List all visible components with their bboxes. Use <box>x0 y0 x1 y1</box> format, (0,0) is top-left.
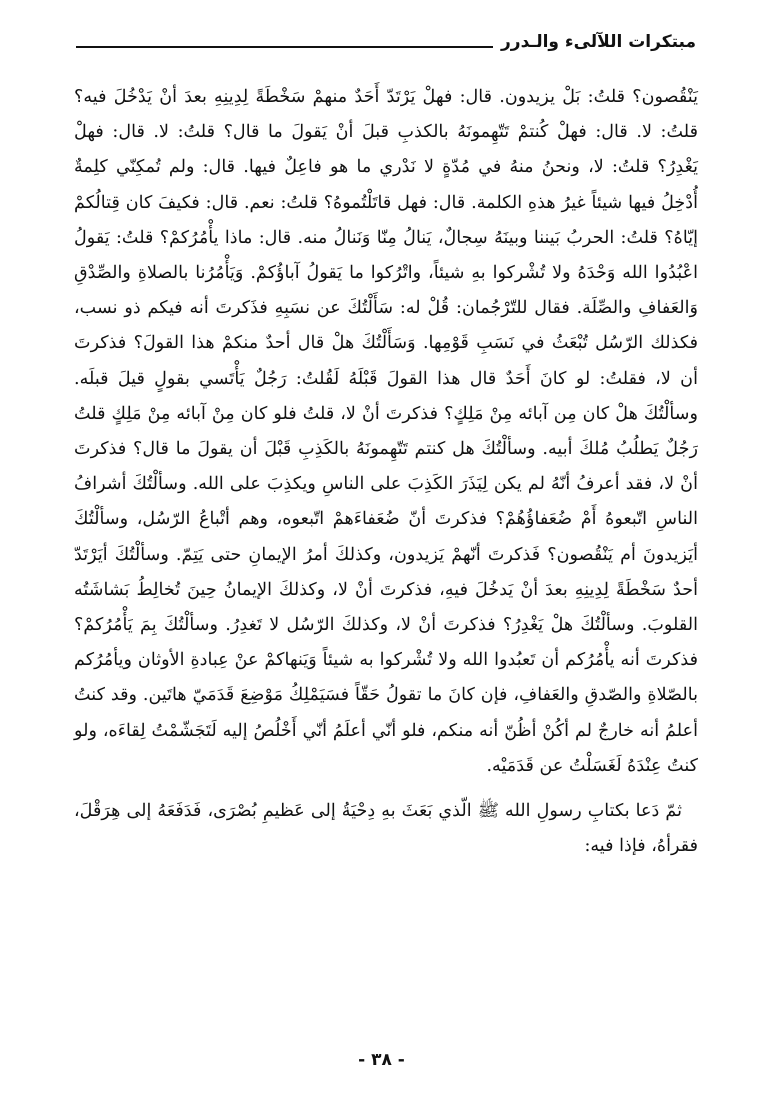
page-number: - ٣٨ - <box>358 1050 405 1070</box>
header-rule <box>76 46 493 48</box>
running-header <box>76 32 696 52</box>
header-title: مبتكرات اللآلىء والـدرر <box>501 32 696 52</box>
page-body <box>74 80 698 864</box>
body-paragraph: يَنْقُصون؟ قلتُ: بَلْ يزيدون. قال: فهلْ يَرْتَدّ أَحَدٌ منهمْ سَخْطَةً لِدِينِهِ بعدَ أنْ يَدْخُلَ فيه؟ قلتُ: لا. قال: فهلْ كُنتمْ تَتّهِمونَهُ بالكذبِ قبلَ أنْ يَقولَ ما قال؟ قلتُ: لا. قال: فهلْ يَغْدِرُ؟ قلتُ: لا، ونحنُ منهُ في مُدّةٍ لا نَدْري ما هو فاعِلٌ فيها. قال: ولم تُمكِنّي كلِمةٌ أُدْخِلُ فيها شيئاً غيرُ هذهِ الكلمة. قال: فهل قاتَلْتُموهُ؟ قلتُ: نعم. قال: فكيفَ كان قِتالُكمْ إيّاهُ؟ قلتُ: الحربُ بَيننا وبينَهُ سِجالٌ، يَنالُ مِنّا وَنَنالُ منه. قال: ماذا يأْمُرُكمْ؟ قلتُ: يَقولُ اعْبُدُوا الله وَحْدَهُ ولا تُشْركوا بهِ شيئاً، واتْرُكوا ما يَقولُ آباؤُكمْ. وَيَأْمُرُنا بالصلاةِ والصِّدْقِ وَالعَفافِ والصِّلَة. فقال للتّرْجُمان: قُلْ له: سَأَلْتُكَ عن نسَبِهِ فذَكرتَ أنه فيكم ذو نسب، فكذلك الرّسُل تُبْعَثُ في نَسَبِ قَوْمِها. وَسَأَلْتُكَ هلْ قال أحدٌ منكمْ هذا القولَ؟ فذكرتَ أن لا، فقلتُ: لو كانَ أَحَدٌ قال هذا القولَ قَبْلَهُ لَقُلتُ: رَجُلٌ يَأْتَسي بقولٍ قيلَ قبلَه. وسألْتُكَ هلْ كان مِن آبائه مِنْ مَلِكٍ؟ فذكرتَ أنْ لا، قلتُ فلو كان مِنْ آبائه مِنْ مَلِكٍ قلتُ رَجُلٌ يَطلُبُ مُلكَ أبيه. وسألْتُكَ هل كنتم تَتّهِمونَهُ بالكَذِبِ قَبْلَ أن يقولَ ما قال؟ فذكرتَ أنْ لا، فقد أعرفُ أنّهُ لم يكن لِيَذَرَ الكَذِبَ على الناسِ ويكذِبَ على الله. وسألْتُكَ أشرافُ الناسِ اتّبعوهُ أَمْ ضُعَفاؤُهُمْ؟ فذكرتَ أنّ ضُعَفاءَهمْ اتّبعوه، وهم أتْباعُ الرّسُل، وسألْتُكَ أيَزيدونَ أم يَنْقُصون؟ فَذكرتَ أنّهمْ يَزيدون، وكذلكَ أمرُ الإيمانِ حتى يَتِمّ. وسألْتُكَ أيَرْتَدّ أحدٌ سَخْطَةً لِدِينِهِ بعدَ أنْ يَدخُلَ فيهِ، فذكرتَ أنْ لا، وكذلكَ الإيمانُ حِينَ تُخالِطُ بَشاشَتُه القلوبَ. وسألْتُكَ هلْ يَغْدِرُ؟ فذكرتَ أنْ لا، وكذلكَ الرّسُل لا تَغدِرُ. وسألْتُكَ بِمَ يَأْمُرُكمْ؟ فذكرتَ أنه يأْمُرُكم أن تَعبُدوا الله ولا تُشْركوا به شيئاً وَيَنهاكمْ عنْ عِبادةِ الأوثان ويأمُرُكم بالصّلاةِ والصّدقِ والعَفافِ، فإن كانَ ما تقولُ حَقّاً فسَيَمْلِكُ مَوْضِعَ قَدَمَيّ هاتَين. وقد كنتُ أعلمُ أنه خارجٌ لم أكُنْ أظُنّ أنه منكم، فلو أنّي أعلَمُ أنّي أَخْلُصُ إليه لَتَجَشّمْتُ لِقاءَه، ولو كنتُ عِنْدَهُ لَغَسَلْتُ عن قَدَمَيْه. <box>74 87 698 776</box>
body-paragraph: ثمّ دَعا بكتابِ رسولِ الله ﷺ الّذي بَعَثَ بهِ دِحْيَةُ إلى عَظيمِ بُصْرَى، فَدَفَعَهُ إلى هِرَقْلَ، فقرأهُ، فإذا فيه: <box>74 801 698 857</box>
